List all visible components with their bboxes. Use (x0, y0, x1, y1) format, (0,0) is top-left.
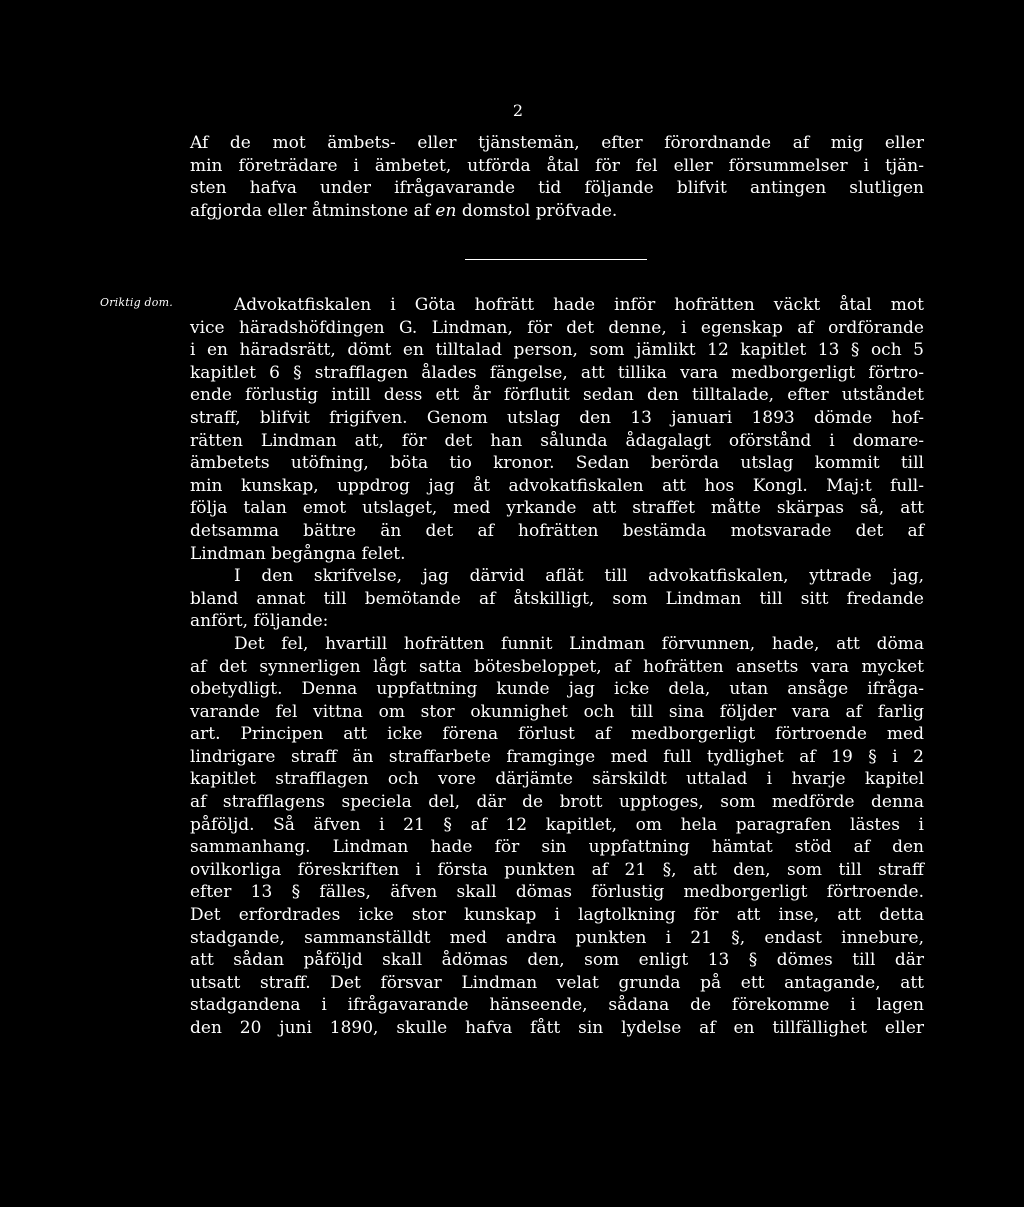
body-line: Det fel, hvartill hofrätten funnit Lindman förvunnen, hade, att döma (234, 633, 924, 654)
intro-line-4-end: domstol pröfvade. (456, 200, 618, 221)
body-line: art. Principen att icke förena förlust af medborgerligt förtroende med (190, 724, 924, 745)
body-line: af det synnerligen lågt satta bötesbeloppet, af hofrätten ansetts vara mycket (190, 656, 924, 677)
intro-line-3: sten hafva under ifrågavarande tid följande blifvit antingen slutligen (190, 178, 924, 199)
body-line: sammanhang. Lindman hade för sin uppfattning hämtat stöd af den (190, 837, 924, 858)
body-line: af strafflagens speciela del, där de brott upptoges, som medförde denna (190, 792, 924, 813)
body-line: I den skrifvelse, jag därvid aflät till advokatfiskalen, yttrade jag, (234, 566, 924, 587)
body-line: bland annat till bemötande af åtskilligt, som Lindman till sitt fredande (190, 588, 924, 609)
intro-line-4-start: afgjorda eller åtminstone af (190, 200, 436, 221)
body-line: ämbetets utöfning, böta tio kronor. Sedan berörda utslag kommit till (190, 453, 924, 474)
body-line: efter 13 § fälles, äfven skall dömas förlustig medborgerligt förtroende. (190, 882, 924, 903)
body-line: att sådan påföljd skall ådömas den, som enligt 13 § dömes till där (190, 950, 924, 971)
body-line: vice häradshöfdingen G. Lindman, för det denne, i egenskap af ordförande (190, 317, 924, 338)
body-line: följa talan emot utslaget, med yrkande att straffet måtte skärpas så, att (190, 498, 924, 519)
body-line: varande fel vittna om stor okunnighet och till sina följder vara af farlig (190, 701, 924, 722)
body-line: i en häradsrätt, dömt en tilltalad person, som jämlikt 12 kapitlet 13 § och 5 (190, 340, 924, 361)
body-line: Det erfordrades icke stor kunskap i lagtolkning för att inse, att detta (190, 905, 924, 926)
body-line: den 20 juni 1890, skulle hafva fått sin lydelse af en tillfällighet eller (190, 1018, 924, 1038)
body-line: kapitlet 6 § strafflagen ålades fängelse, att tillika vara medborgerligt förtro- (190, 362, 924, 383)
intro-line-2: min företrädare i ämbetet, utförda åtal för fel eller försummelser i tjän- (190, 155, 924, 176)
body-line: anfört, följande: (190, 611, 329, 632)
body-line: Advokatfiskalen i Göta hofrätt hade inför hofrätten väckt åtal mot (234, 295, 924, 315)
section-divider (465, 259, 647, 260)
body-line: detsamma bättre än det af hofrätten bestämda motsvarade det af (190, 520, 924, 541)
case-text (190, 294, 924, 1040)
body-line: ende förlustig intill dess ett år förflutit sedan den tilltalade, efter utståndet (190, 385, 924, 406)
body-line: lindrigare straff än straffarbete framginge med full tydlighet af 19 § i 2 (190, 746, 924, 767)
body-line: min kunskap, uppdrog jag åt advokatfiskalen att hos Kongl. Maj:t full- (190, 475, 924, 496)
body-line: stadgandena i ifrågavarande hänseende, sådana de förekomme i lagen (190, 995, 924, 1016)
body-line: rätten Lindman att, för det han sålunda ådagalagt oförstånd i domare- (190, 430, 924, 451)
margin-note: Oriktig dom. (100, 296, 173, 309)
body-line: utsatt straff. Det försvar Lindman velat grunda på ett antagande, att (190, 972, 924, 993)
intro-line-1: Af de mot ämbets- eller tjänstemän, efter förordnande af mig eller (190, 133, 924, 153)
body-line: ovilkorliga föreskriften i första punkten af 21 §, att den, som till straff (190, 859, 924, 880)
body-line: påföljd. Så äfven i 21 § af 12 kapitlet, om hela paragrafen lästes i (190, 814, 924, 835)
intro-line-4 (190, 200, 924, 223)
emphasis-word: en (435, 200, 457, 221)
body-line: Lindman begångna felet. (190, 543, 406, 564)
intro-paragraph (190, 132, 924, 222)
body-line: kapitlet strafflagen och vore därjämte särskildt uttalad i hvarje kapitel (190, 769, 924, 790)
page-number: 2 (512, 101, 524, 120)
body-line: stadgande, sammanställdt med andra punkten i 21 §, endast innebure, (190, 927, 924, 948)
body-line: straff, blifvit frigifven. Genom utslag den 13 januari 1893 dömde hof- (190, 407, 924, 428)
body-line: obetydligt. Denna uppfattning kunde jag icke dela, utan ansåge ifråga- (190, 679, 924, 700)
